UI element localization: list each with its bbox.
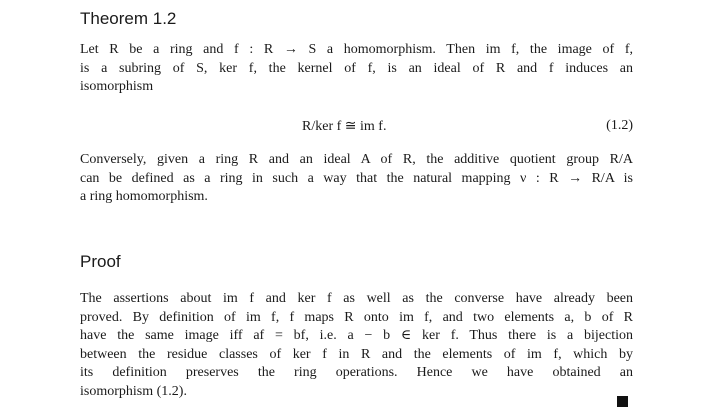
converse-line: a ring homomorphism.: [80, 189, 208, 205]
proof-body: [80, 290, 633, 402]
proof-heading: Proof: [80, 252, 121, 271]
proof-line: have the same image iff af = bf, i.e. a − b ∈ ker f. Thus there is a bijection: [80, 328, 633, 344]
proof-line: isomorphism (1.2).: [80, 383, 187, 399]
converse-line: Conversely, given a ring R and an ideal A of R, the additive quotient group R/A: [80, 152, 633, 167]
theorem-line: isomorphism: [80, 79, 154, 95]
theorem-heading: Theorem 1.2: [80, 9, 177, 28]
converse-statement: [80, 151, 633, 207]
proof-line: The assertions about im f and ker f as well as the converse have already been: [80, 291, 633, 306]
display-equation: [80, 118, 633, 138]
theorem-statement: [80, 41, 633, 97]
proof-line: proved. By definition of im f, f maps R onto im f, and two elements a, b of R: [80, 309, 633, 325]
converse-line: can be defined as a ring in such a way that the natural mapping ν : R → R/A is: [80, 170, 633, 186]
theorem-line: is a subring of S, ker f, the kernel of f, is an ideal of R and f induces an: [80, 60, 633, 76]
equation-body: R/ker f ≅ im f.: [302, 119, 387, 134]
theorem-line: Let R be a ring and f : R → S a homomorphism. Then im f, the image of f,: [80, 42, 633, 57]
proof-line: its definition preserves the ring operations. Hence we have obtained an: [80, 365, 633, 381]
qed-square-icon: [617, 396, 628, 407]
equation-number: (1.2): [606, 118, 633, 133]
proof-line: between the residue classes of ker f in R and the elements of im f, which by: [80, 346, 633, 362]
